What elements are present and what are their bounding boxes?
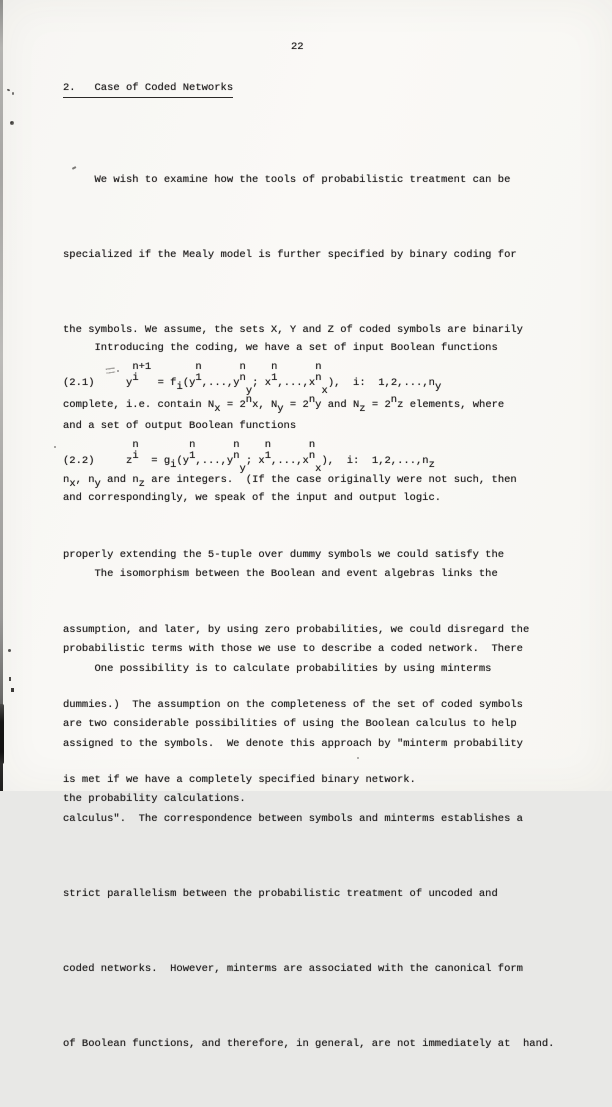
section-heading: 2. Case of Coded Networks: [63, 81, 233, 98]
scan-speck: [8, 649, 11, 652]
text-line-math: complete, i.e. contain Nx = 2nx, Ny = 2ny and Nz = 2nz elements, where: [63, 394, 505, 416]
paragraph-3: [63, 607, 554, 1107]
text-line: Introducing the coding, we have a set of input Boolean functions: [63, 342, 498, 354]
text-line: calculus". The correspondence between symbols and minterms establishes a: [63, 813, 523, 825]
text-line: coded networks. However, minterms are associated with the canonical form: [63, 963, 523, 975]
text-line: the probability calculations.: [63, 793, 246, 805]
text-line: properly extending the 5-tuple over dummy symbols we could satisfy the: [63, 549, 505, 561]
equation-2-2: [63, 438, 435, 475]
text-line: and a set of output Boolean functions: [63, 420, 297, 432]
text-line: of Boolean functions, and therefore, in general, are not immediately at hand.: [63, 1038, 555, 1050]
scan-edge-blob: [0, 704, 4, 764]
text-line: We wish to examine how the tools of probabilistic treatment can be: [63, 174, 511, 186]
text-line: specialized if the Mealy model is further specified by binary coding for: [63, 249, 517, 261]
text-line: One possibility is to calculate probabilities by using minterms: [63, 663, 492, 675]
scan-speck: [54, 446, 56, 448]
scan-speck: [11, 688, 14, 692]
scan-speck: [12, 92, 14, 95]
text-line: dummies.) The assumption on the completeness of the set of coded symbols: [63, 699, 523, 711]
text-line: and correspondingly, we speak of the input and output logic.: [63, 492, 442, 504]
text-line: assigned to the symbols. We denote this approach by "minterm probability: [63, 738, 523, 750]
scan-speck: [9, 677, 11, 681]
text-line: probabilistic terms with those we use to describe a coded network. There: [63, 643, 523, 655]
scan-speck: [10, 121, 14, 125]
equation-2-1: [63, 360, 442, 397]
equation-body: z n i = gi(y n 1 ,...,y n n y; x n 1 ,...,x n n x), i: 1,2,...,nz: [94, 438, 435, 475]
text-line: are two considerable possibilities of using the Boolean calculus to help: [63, 718, 517, 730]
equation-body: y n+1 i = fi(y n 1 ,...,y n n y; x n 1 ,...,x n n x), i: 1,2,...,ny: [94, 360, 442, 397]
text-line-math: nx, ny and nz are integers. (If the case originally were not such, then: [63, 474, 517, 491]
text-line: assumption, and later, by using zero probabilities, we could disregard the: [63, 624, 530, 636]
page-number: 22: [291, 41, 304, 53]
text-line: The isomorphism between the Boolean and event algebras links the: [63, 568, 498, 580]
text-line: the symbols. We assume, the sets X, Y and Z of coded symbols are binarily: [63, 324, 523, 336]
text-line: strict parallelism between the probabilistic treatment of uncoded and: [63, 888, 498, 900]
equation-label: (2.2): [63, 455, 95, 467]
equation-label: (2.1): [63, 377, 95, 389]
scan-edge-line: [0, 0, 3, 791]
text-line: is met if we have a completely specified binary network.: [63, 774, 416, 786]
scan-speck: [7, 88, 11, 91]
